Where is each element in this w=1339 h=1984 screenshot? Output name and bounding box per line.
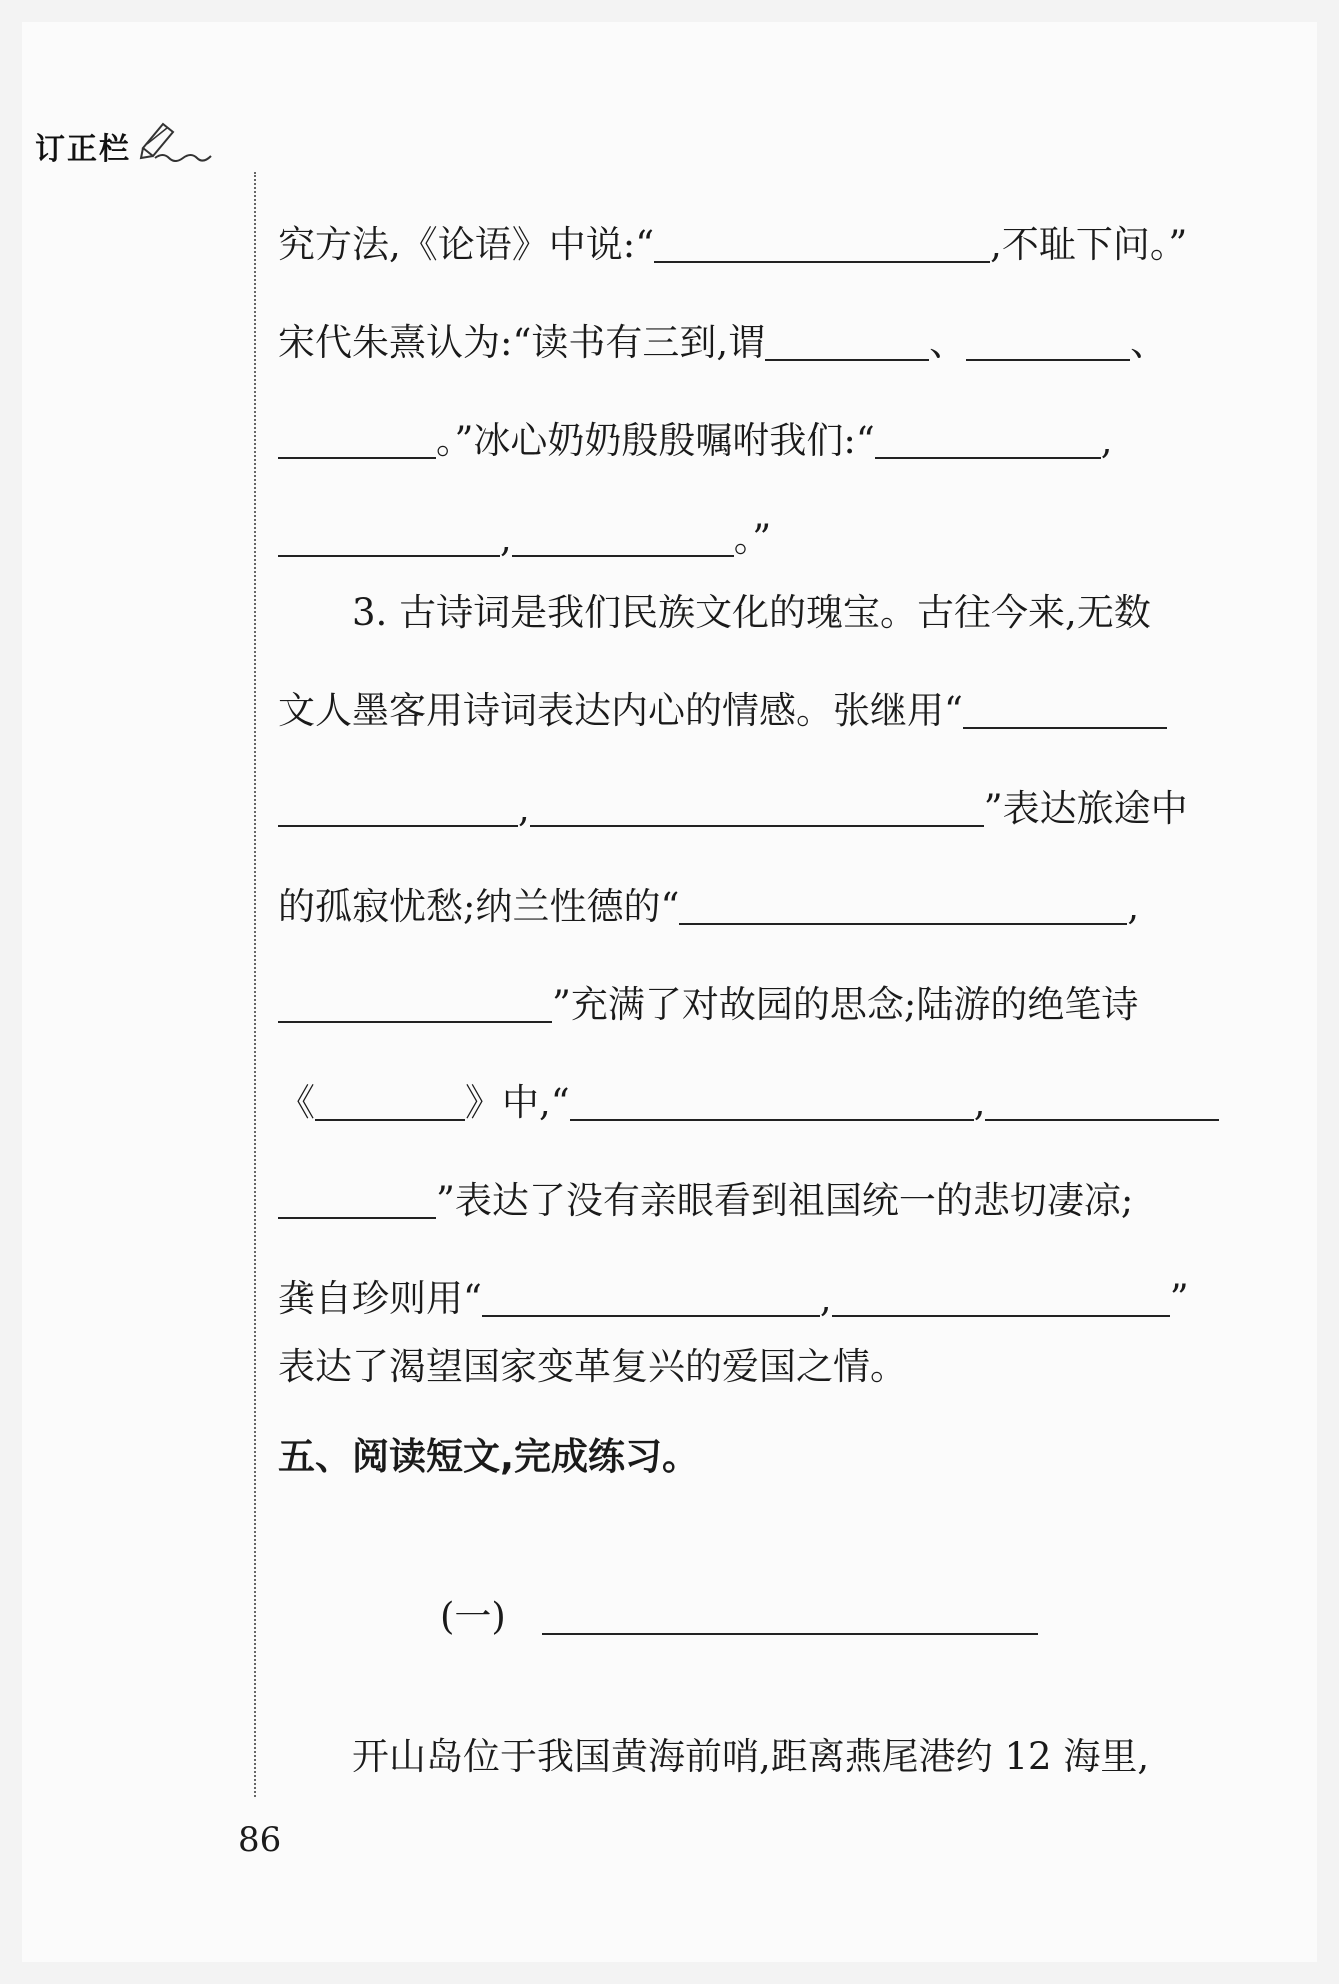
text-line-11 — [278, 1178, 1228, 1224]
separator: , — [500, 517, 512, 560]
answer-blank[interactable] — [482, 1279, 820, 1317]
separator: 、 — [1130, 321, 1168, 364]
text-line-2 — [278, 320, 1228, 366]
answer-blank[interactable] — [654, 225, 990, 263]
text-line-3 — [278, 418, 1228, 464]
answer-blank[interactable] — [278, 421, 436, 459]
line-text: ” — [1169, 1277, 1189, 1320]
poem-title-blank[interactable] — [315, 1083, 465, 1121]
line-text: ”表达了没有亲眼看到祖国统一的悲切凄凉; — [436, 1179, 1134, 1222]
separator: , — [973, 1081, 986, 1124]
answer-blank[interactable] — [278, 985, 552, 1023]
text-line-9 — [278, 982, 1228, 1028]
line-text: 龚自珍则用“ — [278, 1277, 482, 1320]
line-text: ”充满了对故园的思念;陆游的绝笔诗 — [552, 983, 1139, 1026]
answer-blank[interactable] — [530, 789, 984, 827]
text-line-5 — [278, 590, 1228, 636]
line-text: 宋代朱熹认为:“读书有三到,谓 — [278, 321, 766, 364]
question-3-text: 3. 古诗词是我们民族文化的瑰宝。古往今来,无数 — [352, 591, 1151, 634]
text-line-13 — [278, 1344, 1228, 1390]
answer-blank[interactable] — [679, 887, 1127, 925]
answer-blank[interactable] — [512, 519, 734, 557]
answer-blank[interactable] — [832, 1279, 1170, 1317]
text-line-6 — [278, 688, 1228, 734]
answer-blank[interactable] — [765, 323, 929, 361]
line-text: 》中,“ — [465, 1081, 570, 1124]
answer-blank[interactable] — [963, 691, 1167, 729]
line-text: 文人墨客用诗词表达内心的情感。张继用“ — [278, 689, 963, 732]
correction-column-header — [35, 118, 213, 168]
line-text: ”表达旅途中 — [983, 787, 1188, 830]
line-text: 《 — [278, 1081, 315, 1124]
line-text: 表达了渴望国家变革复兴的爱国之情。 — [278, 1345, 907, 1388]
passage-title-row — [440, 1594, 1339, 1640]
page-number: 86 — [238, 1820, 282, 1860]
text-line-4 — [278, 516, 1228, 562]
passage-text: 开山岛位于我国黄海前哨,距离燕尾港约 12 海里, — [352, 1735, 1150, 1778]
pencil-icon — [133, 118, 213, 166]
answer-blank[interactable] — [875, 421, 1101, 459]
answer-blank[interactable] — [985, 1083, 1219, 1121]
margin-divider — [254, 172, 256, 1797]
correction-column-title: 订正栏 — [35, 132, 131, 167]
line-text: 。” — [733, 517, 772, 560]
text-line-8 — [278, 884, 1228, 930]
line-text: ,不耻下问。” — [990, 223, 1188, 266]
answer-blank[interactable] — [570, 1083, 974, 1121]
answer-blank[interactable] — [278, 1181, 436, 1219]
line-text: 究方法,《论语》中说:“ — [278, 223, 655, 266]
text-line-10 — [278, 1080, 1228, 1126]
section-heading: 五、阅读短文,完成练习。 — [278, 1435, 700, 1478]
text-line-1 — [278, 222, 1228, 268]
answer-blank[interactable] — [278, 519, 500, 557]
line-text: 的孤寂忧愁;纳兰性德的“ — [278, 885, 680, 928]
passage-line-1 — [278, 1734, 1228, 1780]
separator: , — [1127, 885, 1140, 928]
line-text: 。”冰心奶奶殷殷嘱咐我们:“ — [436, 419, 875, 462]
answer-blank[interactable] — [966, 323, 1130, 361]
passage-title-blank[interactable] — [542, 1597, 1038, 1635]
passage-number: (一) — [440, 1595, 506, 1638]
separator: , — [819, 1277, 832, 1320]
answer-blank[interactable] — [278, 789, 518, 827]
text-line-7 — [278, 786, 1228, 832]
text-line-12 — [278, 1276, 1228, 1322]
separator: 、 — [929, 321, 967, 364]
separator: , — [518, 787, 530, 830]
line-text: , — [1100, 419, 1113, 462]
